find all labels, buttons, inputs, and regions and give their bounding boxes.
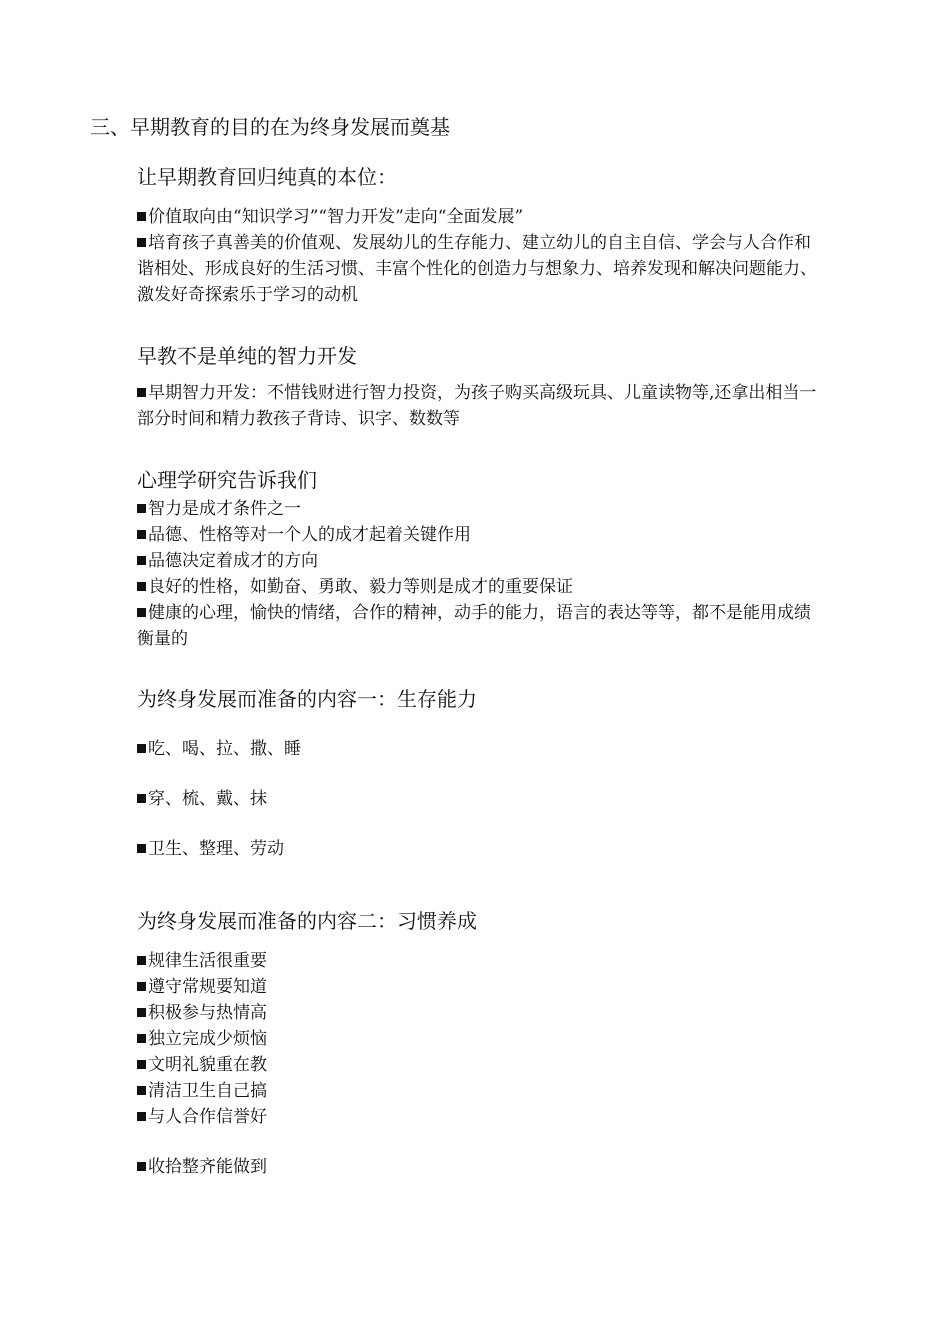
- paragraph-intellect-development: 早期智力开发：不惜钱财进行智力投资，为孩子购买高级玩具、儿童读物等,还拿出相当一部分时间和精力教孩子背诗、识字、数数等: [137, 383, 817, 429]
- list-item: 吃、喝、拉、撒、睡: [137, 736, 817, 762]
- bullet-icon: [137, 794, 146, 803]
- list-item: 品德、性格等对一个人的成才起着关键作用: [137, 522, 817, 548]
- paragraph-cultivation-goals: 培育孩子真善美的价值观、发展幼儿的生存能力、建立幼儿的自主自信、学会与人合作和谐相处、形成良好的生活习惯、丰富个性化的创造力与想象力、培养发现和解决问题能力、激发好奇探索乐于学习的动机: [137, 233, 817, 305]
- heading-survival-skills: 为终身发展而准备的内容一：生存能力: [137, 687, 477, 711]
- section-title: 三、早期教育的目的在为终身发展而奠基: [90, 115, 450, 139]
- bullet-icon: [137, 238, 146, 247]
- bullet-icon: [137, 1008, 146, 1017]
- bullet-icon: [137, 530, 146, 539]
- heading-return-to-basics: 让早期教育回归纯真的本位：: [137, 165, 397, 189]
- list-item: 健康的心理，愉快的情绪，合作的精神，动手的能力，语言的表达等等，都不是能用成绩衡量的: [137, 603, 811, 649]
- list-item: 智力是成才条件之一: [137, 496, 817, 522]
- list-item: 卫生、整理、劳动: [137, 836, 817, 862]
- list-psychology: [137, 496, 817, 652]
- heading-not-only-intellect: 早教不是单纯的智力开发: [137, 344, 357, 368]
- list-item: 良好的性格，如勤奋、勇敢、毅力等则是成才的重要保证: [137, 574, 817, 600]
- list-item: 品德决定着成才的方向: [137, 548, 817, 574]
- bullet-icon: [137, 1162, 146, 1171]
- paragraph-value-orientation: 价值取向由“知识学习”“智力开发”走向“全面发展”: [137, 204, 817, 230]
- bullet-icon: [137, 844, 146, 853]
- bullet-icon: [137, 504, 146, 513]
- bullet-icon: [137, 1060, 146, 1069]
- bullet-icon: [137, 1112, 146, 1121]
- list-item: 清洁卫生自己搞: [137, 1078, 817, 1104]
- list-item: 遵守常规要知道: [137, 974, 817, 1000]
- heading-psychology-research: 心理学研究告诉我们: [137, 468, 317, 492]
- heading-habit-formation: 为终身发展而准备的内容二：习惯养成: [137, 909, 477, 933]
- bullet-icon: [137, 1034, 146, 1043]
- list-item: 穿、梳、戴、抹: [137, 786, 817, 812]
- list-item: 收拾整齐能做到: [137, 1154, 817, 1180]
- bullet-icon: [137, 582, 146, 591]
- list-habits: [137, 948, 817, 1130]
- list-item: 文明礼貌重在教: [137, 1052, 817, 1078]
- bullet-icon: [137, 608, 146, 617]
- list-item: 积极参与热情高: [137, 1000, 817, 1026]
- bullet-icon: [137, 556, 146, 565]
- bullet-icon: [137, 212, 146, 221]
- list-item: 规律生活很重要: [137, 948, 817, 974]
- list-item: 独立完成少烦恼: [137, 1026, 817, 1052]
- bullet-icon: [137, 744, 146, 753]
- bullet-icon: [137, 956, 146, 965]
- list-item: 与人合作信誉好: [137, 1104, 817, 1130]
- bullet-icon: [137, 982, 146, 991]
- bullet-icon: [137, 1086, 146, 1095]
- bullet-icon: [137, 388, 146, 397]
